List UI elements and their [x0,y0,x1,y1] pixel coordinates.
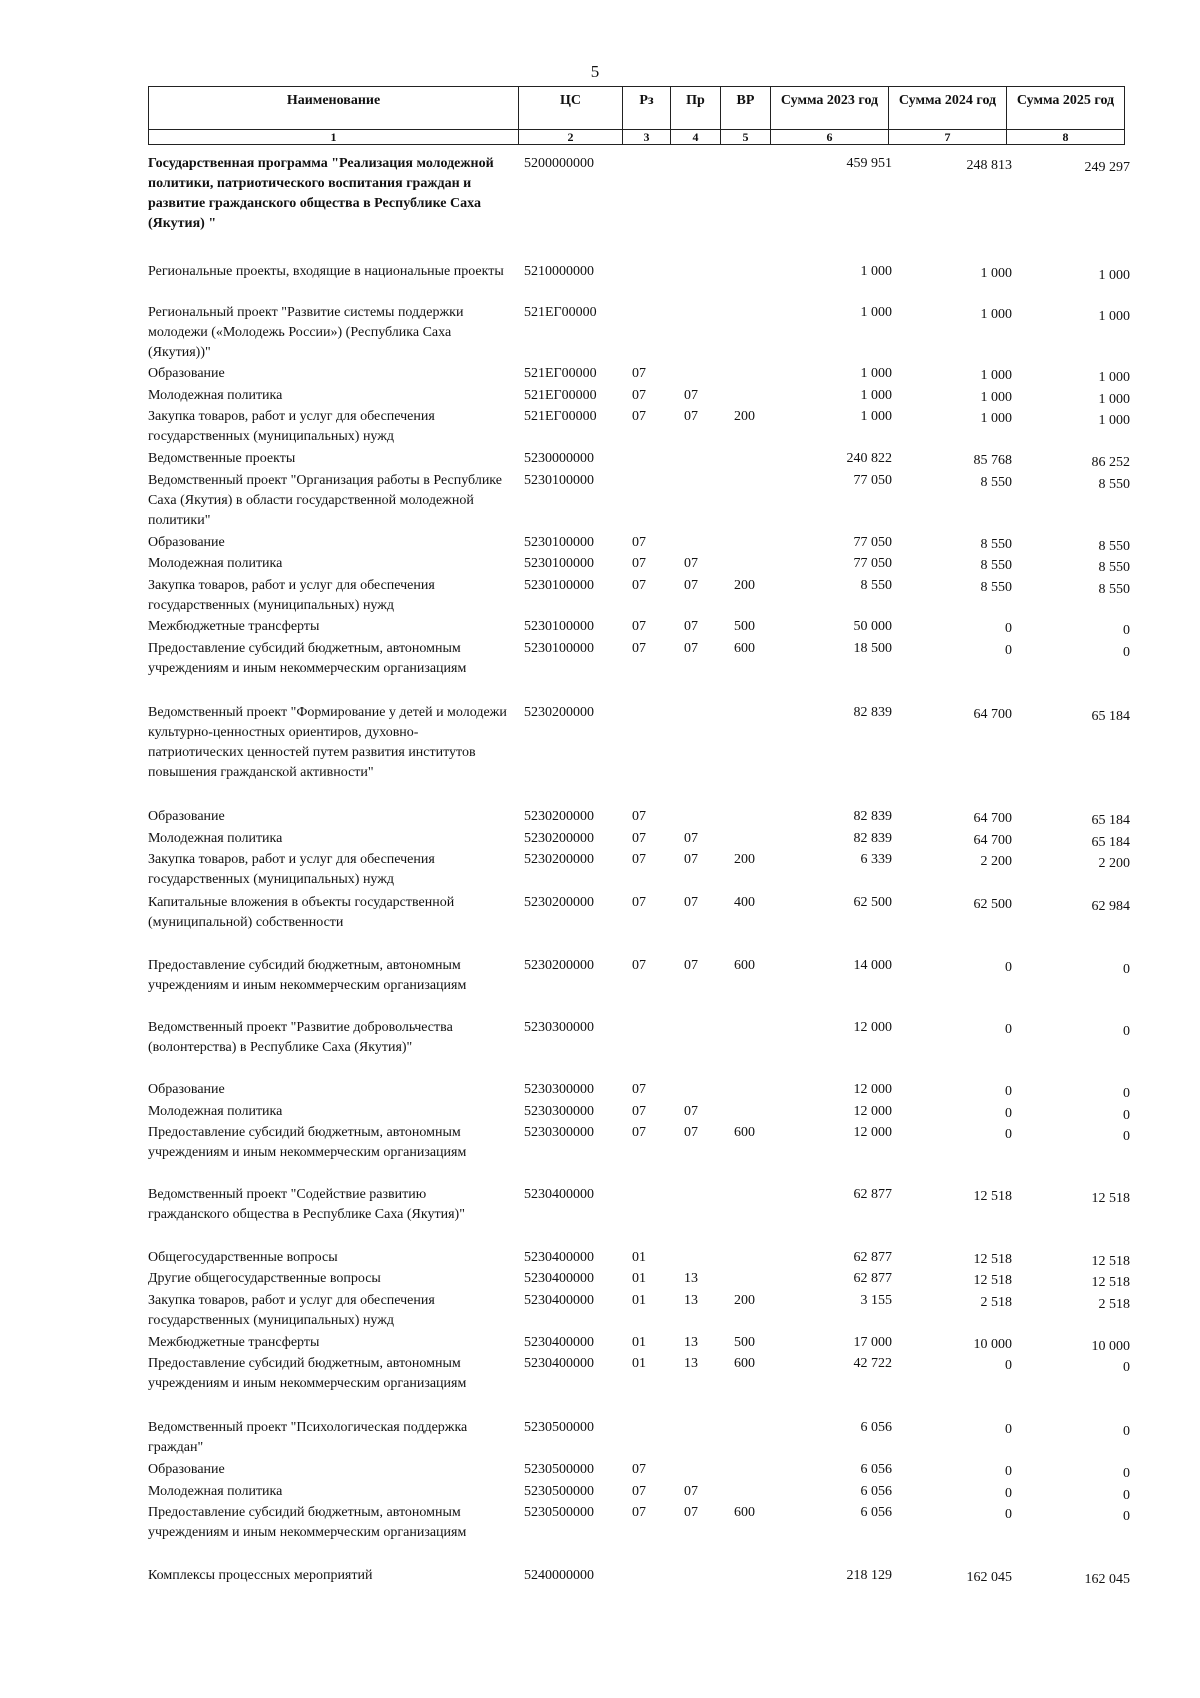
row-rz: 07 [632,1082,646,1097]
row-sum-2025: 8 550 [1098,582,1130,597]
row-sum-2025: 162 045 [1084,1572,1130,1587]
row-rz: 07 [632,831,646,846]
row-name: Предоставление субсидий бюджетным, автономным учреждениям и иным некоммерческим организациям [148,958,467,993]
row-name: Ведомственный проект "Организация работы в Республике Саха (Якутия) в области государственной молодежной политики" [148,473,502,528]
row-sum-2024: 0 [1005,1127,1012,1142]
row-sum-2024: 0 [1005,960,1012,975]
row-cs: 521ЕГ00000 [524,409,597,424]
row-name: Образование [148,1462,225,1477]
row-cs: 5230300000 [524,1104,594,1119]
row-sum-2023: 3 155 [860,1293,892,1308]
row-name: Предоставление субсидий бюджетным, автономным учреждениям и иным некоммерческим организациям [148,1356,467,1391]
row-sum-2024: 64 700 [973,833,1012,848]
row-vr: 600 [734,958,755,973]
row-sum-2024: 0 [1005,643,1012,658]
row-pr: 07 [684,641,698,656]
row-cs: 5230300000 [524,1125,594,1140]
row-rz: 07 [632,641,646,656]
row-cs: 5230200000 [524,958,594,973]
row-sum-2024: 8 550 [980,475,1012,490]
row-name: Комплексы процессных мероприятий [148,1568,373,1583]
header-sum-2024: Сумма 2024 год [889,87,1007,130]
row-sum-2024: 2 518 [980,1295,1012,1310]
row-name: Предоставление субсидий бюджетным, автономным учреждениям и иным некоммерческим организациям [148,1505,467,1540]
page-number: 5 [590,62,600,81]
row-rz: 07 [632,535,646,550]
row-cs: 5230100000 [524,473,594,488]
row-sum-2024: 2 200 [980,854,1012,869]
row-sum-2024: 0 [1005,1507,1012,1522]
column-number: 5 [721,130,771,145]
row-name: Молодежная политика [148,831,283,846]
row-rz: 01 [632,1271,646,1286]
row-rz: 07 [632,366,646,381]
row-sum-2024: 64 700 [973,707,1012,722]
row-sum-2025: 0 [1123,1086,1130,1101]
row-sum-2023: 82 839 [853,809,892,824]
row-sum-2023: 1 000 [860,409,892,424]
row-sum-2024: 0 [1005,1422,1012,1437]
row-sum-2025: 65 184 [1091,813,1130,828]
row-sum-2025: 62 984 [1091,899,1130,914]
row-name: Молодежная политика [148,556,283,571]
row-name: Ведомственные проекты [148,451,296,466]
header-vr: ВР [721,87,771,130]
row-sum-2025: 249 297 [1084,160,1130,175]
row-cs: 5240000000 [524,1568,594,1583]
row-sum-2025: 65 184 [1091,709,1130,724]
row-cs: 5230200000 [524,852,594,867]
row-sum-2024: 62 500 [973,897,1012,912]
row-sum-2025: 8 550 [1098,539,1130,554]
row-vr: 600 [734,641,755,656]
row-rz: 07 [632,958,646,973]
row-sum-2025: 0 [1123,1509,1130,1524]
row-sum-2023: 6 339 [860,852,892,867]
row-sum-2023: 6 056 [860,1505,892,1520]
row-name: Ведомственный проект "Развитие добровольчества (волонтерства) в Республике Саха (Якутия)" [148,1020,453,1055]
row-cs: 5230500000 [524,1462,594,1477]
row-rz: 07 [632,1104,646,1119]
header-cs: ЦС [519,87,623,130]
row-name: Государственная программа "Реализация молодежной политики, патриотического воспитания граждан и развитие гражданского общества в Республике Саха (Якутия) " [148,156,494,231]
row-sum-2025: 0 [1123,1129,1130,1144]
header-pr: Пр [671,87,721,130]
row-sum-2024: 0 [1005,1486,1012,1501]
row-sum-2025: 0 [1123,1360,1130,1375]
row-rz: 07 [632,1484,646,1499]
row-sum-2023: 12 000 [853,1125,892,1140]
column-number: 4 [671,130,721,145]
row-pr: 07 [684,556,698,571]
row-name: Образование [148,1082,225,1097]
row-sum-2024: 1 000 [980,368,1012,383]
row-sum-2023: 82 839 [853,831,892,846]
row-cs: 5230400000 [524,1250,594,1265]
row-rz: 07 [632,1462,646,1477]
row-name: Образование [148,366,225,381]
row-pr: 07 [684,1125,698,1140]
row-sum-2024: 8 550 [980,537,1012,552]
row-sum-2025: 2 518 [1098,1297,1130,1312]
row-rz: 07 [632,1125,646,1140]
row-sum-2023: 6 056 [860,1484,892,1499]
row-name: Предоставление субсидий бюджетным, автономным учреждениям и иным некоммерческим организациям [148,1125,467,1160]
row-cs: 5230200000 [524,895,594,910]
column-number: 2 [519,130,623,145]
row-sum-2023: 77 050 [853,535,892,550]
row-rz: 07 [632,619,646,634]
row-vr: 500 [734,1335,755,1350]
row-cs: 521ЕГ00000 [524,388,597,403]
row-cs: 5230000000 [524,451,594,466]
row-sum-2023: 62 877 [853,1250,892,1265]
row-pr: 13 [684,1356,698,1371]
row-sum-2024: 12 518 [973,1273,1012,1288]
row-pr: 07 [684,388,698,403]
row-sum-2024: 162 045 [966,1570,1012,1585]
row-vr: 400 [734,895,755,910]
row-sum-2025: 86 252 [1091,455,1130,470]
header-sum-2023: Сумма 2023 год [771,87,889,130]
row-cs: 5230200000 [524,831,594,846]
row-sum-2024: 10 000 [973,1337,1012,1352]
row-name: Другие общегосударственные вопросы [148,1271,381,1286]
column-number: 1 [149,130,519,145]
row-rz: 07 [632,1505,646,1520]
row-sum-2023: 77 050 [853,556,892,571]
row-name: Молодежная политика [148,1484,283,1499]
row-pr: 07 [684,1484,698,1499]
row-sum-2024: 8 550 [980,558,1012,573]
row-sum-2025: 2 200 [1098,856,1130,871]
row-sum-2023: 459 951 [846,156,892,171]
row-sum-2025: 8 550 [1098,477,1130,492]
row-cs: 5230100000 [524,578,594,593]
row-sum-2024: 0 [1005,1358,1012,1373]
row-cs: 5230400000 [524,1356,594,1371]
row-name: Капитальные вложения в объекты государственной (муниципальной) собственности [148,895,455,930]
row-sum-2024: 85 768 [973,453,1012,468]
row-sum-2023: 218 129 [846,1568,892,1583]
row-cs: 5230500000 [524,1484,594,1499]
row-sum-2025: 0 [1123,1466,1130,1481]
row-sum-2023: 1 000 [860,388,892,403]
row-sum-2024: 1 000 [980,307,1012,322]
row-pr: 13 [684,1335,698,1350]
row-sum-2023: 14 000 [853,958,892,973]
row-name: Закупка товаров, работ и услуг для обеспечения государственных (муниципальных) нужд [148,1293,435,1328]
row-sum-2023: 17 000 [853,1335,892,1350]
row-sum-2025: 0 [1123,1108,1130,1123]
row-cs: 5230100000 [524,535,594,550]
row-cs: 5230200000 [524,705,594,720]
row-sum-2023: 42 722 [853,1356,892,1371]
row-sum-2025: 8 550 [1098,560,1130,575]
row-cs: 521ЕГ00000 [524,305,597,320]
column-number: 3 [623,130,671,145]
row-cs: 5200000000 [524,156,594,171]
row-sum-2025: 1 000 [1098,309,1130,324]
row-sum-2023: 62 877 [853,1271,892,1286]
row-name: Региональные проекты, входящие в национальные проекты [148,264,504,279]
row-sum-2023: 6 056 [860,1420,892,1435]
row-sum-2024: 64 700 [973,811,1012,826]
row-sum-2024: 0 [1005,1106,1012,1121]
row-vr: 500 [734,619,755,634]
row-name: Образование [148,809,225,824]
row-cs: 5230400000 [524,1187,594,1202]
row-pr: 07 [684,831,698,846]
row-name: Закупка товаров, работ и услуг для обеспечения государственных (муниципальных) нужд [148,852,435,887]
row-cs: 5230200000 [524,809,594,824]
row-rz: 07 [632,895,646,910]
row-sum-2024: 0 [1005,1464,1012,1479]
row-sum-2023: 77 050 [853,473,892,488]
row-sum-2025: 1 000 [1098,370,1130,385]
row-name: Региональный проект "Развитие системы поддержки молодежи («Молодежь России») (Республика Саха (Якутия))" [148,305,464,360]
row-cs: 5230400000 [524,1293,594,1308]
row-sum-2025: 0 [1123,1488,1130,1503]
row-sum-2025: 1 000 [1098,268,1130,283]
row-sum-2023: 6 056 [860,1462,892,1477]
row-sum-2025: 1 000 [1098,392,1130,407]
row-cs: 5230100000 [524,556,594,571]
row-vr: 200 [734,409,755,424]
row-pr: 07 [684,409,698,424]
row-sum-2025: 12 518 [1091,1275,1130,1290]
row-sum-2024: 1 000 [980,390,1012,405]
row-vr: 200 [734,1293,755,1308]
row-pr: 07 [684,1505,698,1520]
row-vr: 200 [734,578,755,593]
row-sum-2023: 62 877 [853,1187,892,1202]
row-pr: 13 [684,1271,698,1286]
row-name: Молодежная политика [148,1104,283,1119]
row-name: Закупка товаров, работ и услуг для обеспечения государственных (муниципальных) нужд [148,409,435,444]
row-sum-2025: 1 000 [1098,413,1130,428]
row-cs: 5230500000 [524,1505,594,1520]
row-cs: 5230100000 [524,619,594,634]
header-sum-2025: Сумма 2025 год [1007,87,1125,130]
row-rz: 07 [632,809,646,824]
row-sum-2024: 0 [1005,1022,1012,1037]
row-rz: 07 [632,388,646,403]
row-name: Межбюджетные трансферты [148,1335,320,1350]
row-rz: 07 [632,556,646,571]
row-rz: 01 [632,1335,646,1350]
row-sum-2023: 62 500 [853,895,892,910]
row-sum-2023: 1 000 [860,305,892,320]
row-sum-2025: 0 [1123,1424,1130,1439]
row-name: Закупка товаров, работ и услуг для обеспечения государственных (муниципальных) нужд [148,578,435,613]
row-name: Ведомственный проект "Формирование у детей и молодежи культурно-ценностных ориентиров, духовно-патриотических ценностей путем развития институтов повышения гражданской активности" [148,705,507,780]
row-name: Ведомственный проект "Психологическая поддержка граждан" [148,1420,468,1455]
row-vr: 600 [734,1356,755,1371]
row-sum-2025: 0 [1123,962,1130,977]
row-name: Общегосударственные вопросы [148,1250,338,1265]
row-name: Межбюджетные трансферты [148,619,320,634]
row-pr: 07 [684,1104,698,1119]
row-cs: 5210000000 [524,264,594,279]
row-rz: 01 [632,1250,646,1265]
column-number: 6 [771,130,889,145]
row-sum-2024: 12 518 [973,1189,1012,1204]
row-cs: 5230300000 [524,1082,594,1097]
column-number: 7 [889,130,1007,145]
row-vr: 200 [734,852,755,867]
header-name: Наименование [149,87,519,130]
row-pr: 07 [684,619,698,634]
row-sum-2025: 12 518 [1091,1191,1130,1206]
row-sum-2023: 82 839 [853,705,892,720]
row-cs: 521ЕГ00000 [524,366,597,381]
row-cs: 5230400000 [524,1271,594,1286]
row-sum-2023: 12 000 [853,1104,892,1119]
row-name: Ведомственный проект "Содействие развитию гражданского общества в Республике Саха (Якутия)" [148,1187,465,1222]
row-sum-2024: 0 [1005,1084,1012,1099]
row-sum-2024: 1 000 [980,411,1012,426]
row-sum-2023: 8 550 [860,578,892,593]
row-sum-2024: 1 000 [980,266,1012,281]
row-sum-2023: 1 000 [860,264,892,279]
row-rz: 07 [632,578,646,593]
row-sum-2025: 12 518 [1091,1254,1130,1269]
row-sum-2023: 18 500 [853,641,892,656]
row-pr: 07 [684,852,698,867]
row-sum-2025: 10 000 [1091,1339,1130,1354]
row-cs: 5230300000 [524,1020,594,1035]
row-sum-2024: 248 813 [966,158,1012,173]
row-sum-2025: 0 [1123,1024,1130,1039]
row-name: Образование [148,535,225,550]
header-rz: Рз [623,87,671,130]
row-vr: 600 [734,1505,755,1520]
row-name: Молодежная политика [148,388,283,403]
row-sum-2024: 12 518 [973,1252,1012,1267]
row-sum-2025: 0 [1123,645,1130,660]
row-pr: 07 [684,895,698,910]
row-sum-2024: 0 [1005,621,1012,636]
row-rz: 07 [632,852,646,867]
row-pr: 13 [684,1293,698,1308]
row-sum-2023: 50 000 [853,619,892,634]
row-sum-2023: 12 000 [853,1082,892,1097]
column-number: 8 [1007,130,1125,145]
row-pr: 07 [684,578,698,593]
row-cs: 5230500000 [524,1420,594,1435]
row-sum-2023: 12 000 [853,1020,892,1035]
row-sum-2024: 8 550 [980,580,1012,595]
row-pr: 07 [684,958,698,973]
row-sum-2025: 0 [1123,623,1130,638]
row-vr: 600 [734,1125,755,1140]
row-cs: 5230100000 [524,641,594,656]
row-rz: 07 [632,409,646,424]
row-rz: 01 [632,1293,646,1308]
row-sum-2023: 240 822 [846,451,892,466]
row-sum-2023: 1 000 [860,366,892,381]
row-name: Предоставление субсидий бюджетным, автономным учреждениям и иным некоммерческим организациям [148,641,467,676]
row-rz: 01 [632,1356,646,1371]
row-cs: 5230400000 [524,1335,594,1350]
row-sum-2025: 65 184 [1091,835,1130,850]
